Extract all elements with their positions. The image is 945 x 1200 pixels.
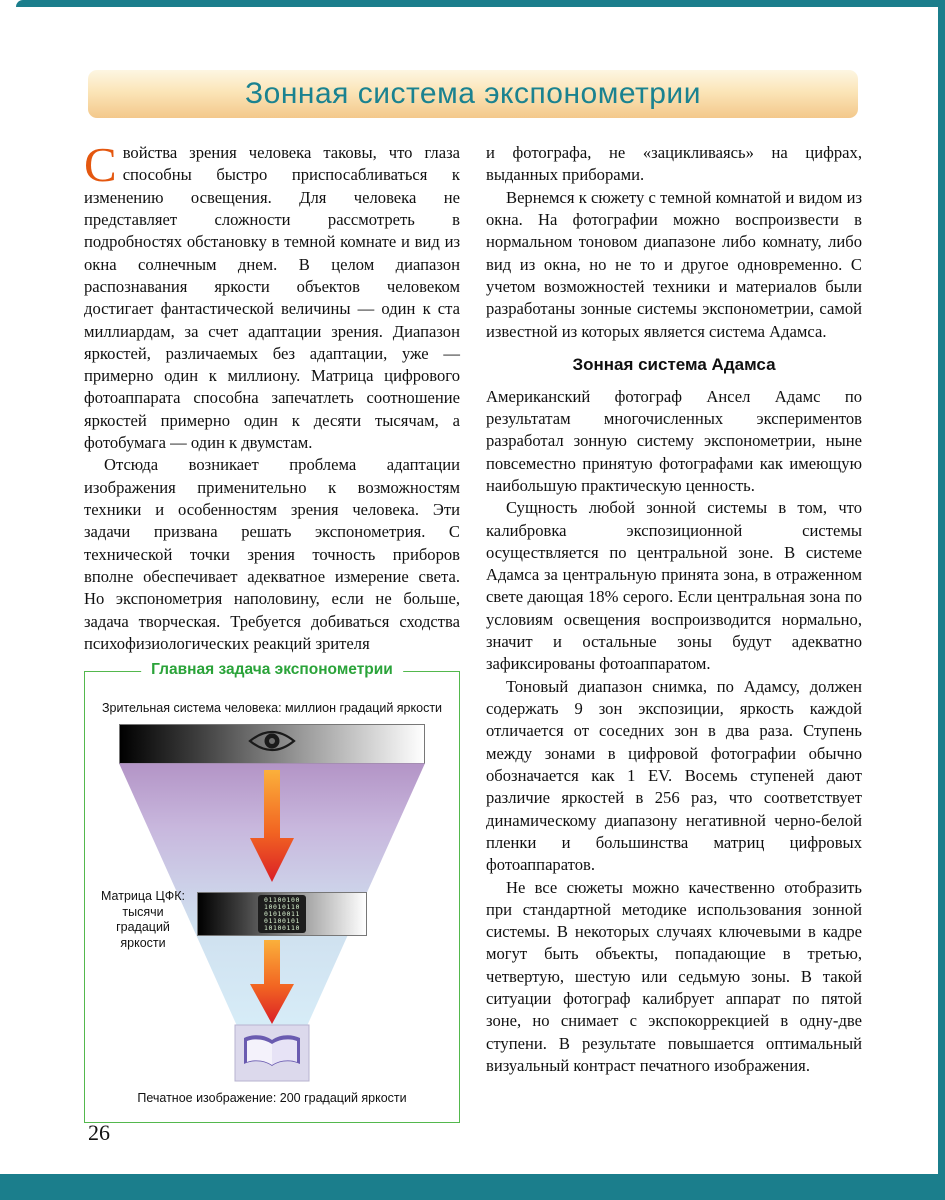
figure-caption-top: Зрительная система человека: миллион градаций яркости	[101, 701, 443, 716]
binary-line: 01010011	[263, 909, 301, 918]
eye-icon	[247, 727, 297, 761]
page-border-top	[16, 0, 945, 7]
binary-code-block	[258, 895, 306, 934]
paragraph-continuation: и фотографа, не «зацикливаясь» на цифрах, выданных приборами.	[486, 143, 862, 185]
gradient-bar-matrix	[197, 892, 367, 936]
paragraph-ansel-adams: Американский фотограф Ансел Адамс по результатам многочисленных экспериментов разработал зонную систему экспонометрии, ныне повсеместно принятую фотографами как имеющую наибольшую практическую ценность.	[486, 386, 862, 495]
down-arrow-icon	[248, 770, 296, 888]
page-border-right	[938, 0, 945, 1200]
figure-title: Главная задача экспонометрии	[141, 660, 403, 681]
paragraph-vision-text: войства зрения человека таковы, что глаза способны быстро приспосабливаться к изменению освещения. Для человека не представляет сложности рассмотреть в подробностях обстановку в темной комнате и вид из окна солнечным днем. В целом диапазон распознавания яркости объектов человеком достигает фантастической величины — один к ста миллиардам, за счет адаптации зрения. Диапазон яркостей, различаемых без адаптации, уже — примерно один к миллиону. Матрица цифрового фотоаппарата способна запечатлеть соотношение яркостей примерно один к десяти тысячам, а фотобумага — один к двумстам.	[84, 143, 460, 453]
paragraph-exceptions: Не все сюжеты можно качественно отобразить при стандартной методике использования зонной системы. В некоторых случаях ключевыми в кадре могут быть объекты, попадающие в третью, четвертую, шестую или седьмую зоны. В такой ситуации фотограф калибрует аппарат по пятой зоне, но снимает с экспокоррекцией в одну-две ступени. В результате повышается оптимальный визуальный контраст печатного изображения.	[486, 877, 862, 1076]
binary-line: 10100110	[263, 923, 301, 932]
binary-line: 01100101	[263, 916, 301, 925]
matrix-label: Матрица ЦФК: тысячи градаций яркости	[101, 889, 185, 951]
page-border-bottom	[0, 1174, 945, 1200]
binary-line: 01100100	[263, 895, 301, 904]
left-column	[84, 137, 460, 1123]
paragraph-adaptation: Отсюда возникает проблема адаптации изображения применительно к возможностям техники и особенностям зрения человека. Эти задачи призвана решать экспонометрия. С технической точки зрения точность приборов вполне обеспечивает адекватное измерение света. Но экспонометрия наполовину, если не больше, задача творческая. Требуется добиваться сходства психофизиологических реакций зрителя	[84, 455, 460, 653]
article-body	[84, 137, 862, 1123]
down-arrow-icon	[248, 940, 296, 1030]
figure-caption-bottom: Печатное изображение: 200 градаций яркости	[137, 1091, 407, 1106]
paragraph-zone-essence: Сущность любой зонной системы в том, что калибровка экспозиционной системы осуществляется по центральной зоне. В системе Адамса за центральную принята зона, в отраженном свете дающая 18% серого. Если центральная зона по условиям освещения воспроизводится нормально, значит и остальные зоны будут адекватно зафиксированы фотоаппаратом.	[486, 498, 862, 674]
paragraph-vision	[84, 137, 460, 454]
section-heading-adams: Зонная система Адамса	[572, 354, 776, 374]
page-title: Зонная система экспонометрии	[245, 77, 701, 110]
right-column	[486, 142, 862, 1123]
page-title-banner	[88, 70, 858, 118]
binary-line: 10010110	[263, 902, 301, 911]
gradient-bar-human-vision	[119, 724, 425, 764]
page-number: 26	[88, 1120, 110, 1145]
paragraph-dark-room: Вернемся к сюжету с темной комнатой и видом из окна. На фотографии можно воспроизвести в нормальном тоновом диапазоне либо комнату, либо вид из окна, но не то и другое одновременно. С учетом возможностей техники и материалов были разработаны зонные системы экспонометрии, самой известной из которых является система Адамса.	[486, 187, 862, 341]
paragraph-tonal-range: Тоновый диапазон снимка, по Адамсу, должен содержать 9 зон экспозиции, яркость каждой отличается от соседних зон в два раза. Ступень между зонами в цифровой фотографии обычно обозначается как 1 EV. Восемь ступеней дают различие яркостей в 256 раз, что соответствует динамическому диапазону негативной черно-белой пленки и большинства матриц цифровых фотоаппаратов.	[486, 676, 862, 875]
open-book-image	[234, 1024, 310, 1088]
dropcap-letter: С	[84, 137, 117, 192]
figure-exposure-task	[84, 661, 460, 1123]
